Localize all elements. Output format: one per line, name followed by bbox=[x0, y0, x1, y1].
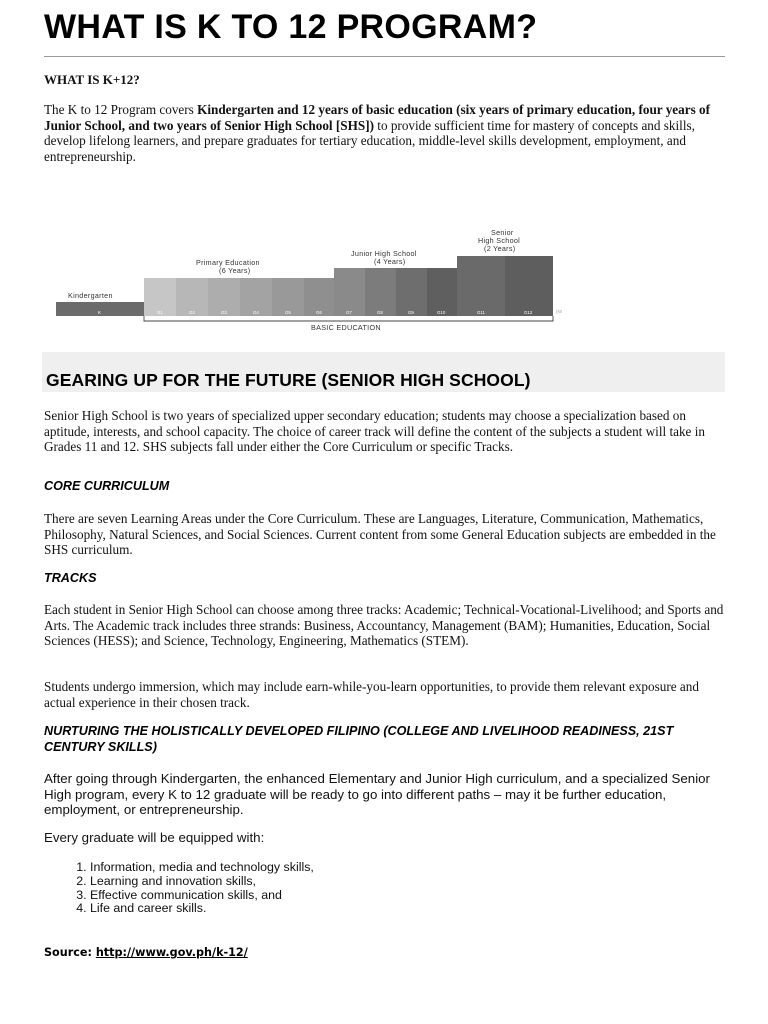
grade-label-g2: G2 bbox=[189, 310, 195, 315]
grade-label-g8: G8 bbox=[377, 310, 383, 315]
grade-bar-g9 bbox=[396, 268, 427, 316]
page-title: WHAT IS K TO 12 PROGRAM? bbox=[44, 8, 538, 46]
list-item: 2. Learning and innovation skills, bbox=[90, 875, 314, 889]
immersion-text: Students undergo immersion, which may include earn-while-you-learn opportunities, to provide them relevant exposure and actual experience in their chosen track. bbox=[44, 679, 699, 710]
grade-label-g5: G5 bbox=[285, 310, 291, 315]
intro-lead: The K to 12 Program covers bbox=[44, 102, 198, 117]
core-curriculum-heading: CORE CURRICULUM bbox=[44, 479, 170, 493]
shs-section-title: GEARING UP FOR THE FUTURE (SENIOR HIGH SCHOOL) bbox=[46, 370, 531, 390]
nurturing-heading: NURTURING THE HOLISTICALLY DEVELOPED FILIPINO (COLLEGE AND LIVELIHOOD READINESS, 21ST CENTURY SKILLS) bbox=[44, 724, 674, 754]
list-item: 1. Information, media and technology skills, bbox=[90, 861, 314, 875]
tracks-heading: TRACKS bbox=[44, 571, 97, 585]
senior-label-line3: (2 Years) bbox=[484, 244, 516, 253]
intro-rest: to provide sufficient time for mastery of concepts and skills, develop lifelong learners, and prepare graduates for tertiary education, middle-level skills development, employment, and entrepreneurship. bbox=[44, 117, 695, 164]
basic-education-label: BASIC EDUCATION bbox=[311, 323, 381, 332]
grade-bar-g10 bbox=[427, 268, 457, 316]
junior-label-line1: Junior High School bbox=[351, 249, 417, 258]
shs-intro: Senior High School is two years of specialized upper secondary education; students may choose a specialization based on aptitude, interests, and school capacity. The choice of career track will define the content of the subjects a student will take in Grades 11 and 12. SHS subjects fall under either the Core Curriculum or specific Tracks. bbox=[44, 408, 705, 455]
source-line bbox=[44, 946, 248, 959]
k12-structure-diagram bbox=[56, 224, 568, 336]
k12-heading: WHAT IS K+12? bbox=[44, 72, 140, 87]
grade-label-g3: G3 bbox=[221, 310, 227, 315]
skills-list bbox=[44, 861, 314, 916]
grade-label-g11: G11 bbox=[477, 310, 485, 315]
grade-bar-g12 bbox=[505, 256, 553, 316]
grade-label-g1: G1 bbox=[157, 310, 163, 315]
grade-bar-g7 bbox=[334, 268, 365, 316]
grade-bar-g11 bbox=[457, 256, 505, 316]
basic-education-bracket bbox=[144, 316, 553, 321]
junior-label-line2: (4 Years) bbox=[374, 257, 406, 266]
nurturing-text: After going through Kindergarten, the enhanced Elementary and Junior High curriculum, and a specialized Senior High program, every K to 12 graduate will be ready to go into different paths – may it be further education, employment, or entrepreneurship. bbox=[44, 771, 710, 818]
list-item: 3. Effective communication skills, and bbox=[90, 889, 314, 903]
primary-label-line1: Primary Education bbox=[196, 258, 260, 267]
grade-label-g4: G4 bbox=[253, 310, 259, 315]
diagram-marker: (NI bbox=[556, 309, 562, 314]
grade-label-g9: G9 bbox=[408, 310, 414, 315]
grade-label-g7: G7 bbox=[346, 310, 352, 315]
grade-label-g6: G6 bbox=[316, 310, 322, 315]
grade-bar-g8 bbox=[365, 268, 396, 316]
equipped-text: Every graduate will be equipped with: bbox=[44, 830, 265, 845]
senior-label-line1: Senior bbox=[491, 228, 514, 237]
core-curriculum-text: There are seven Learning Areas under the Core Curriculum. These are Languages, Literature, Communication, Mathematics, Philosophy, Natural Sciences, and Social Sciences. Current content from some General Education subjects are embedded in the SHS curriculum. bbox=[44, 511, 716, 558]
grade-label-k: K bbox=[98, 310, 101, 315]
kindergarten-label: Kindergarten bbox=[68, 291, 113, 300]
grade-label-g10: G10 bbox=[437, 310, 446, 315]
list-item: 4. Life and career skills. bbox=[90, 902, 314, 916]
source-link[interactable]: http://www.gov.ph/k-12/ bbox=[95, 946, 248, 959]
title-divider bbox=[44, 56, 725, 57]
primary-label-line2: (6 Years) bbox=[219, 266, 251, 275]
tracks-text: Each student in Senior High School can choose among three tracks: Academic; Technical-Vocational-Livelihood; and Sports and Arts. The Academic track includes three strands: Business, Accountancy, Management (BAM); Humanities, Education, Social Sciences (HESS); and Science, Technology, Engineering, Mathematics (STEM). bbox=[44, 602, 724, 649]
intro-paragraph bbox=[44, 102, 726, 164]
intro-bold: Kindergarten and 12 years of basic education (six years of primary education, four years of Junior School, and two years of Senior High School [SHS]) bbox=[44, 102, 711, 133]
source-label: Source: bbox=[44, 946, 96, 959]
senior-label-line2: High School bbox=[478, 236, 521, 245]
grade-label-g12: G12 bbox=[524, 310, 533, 315]
